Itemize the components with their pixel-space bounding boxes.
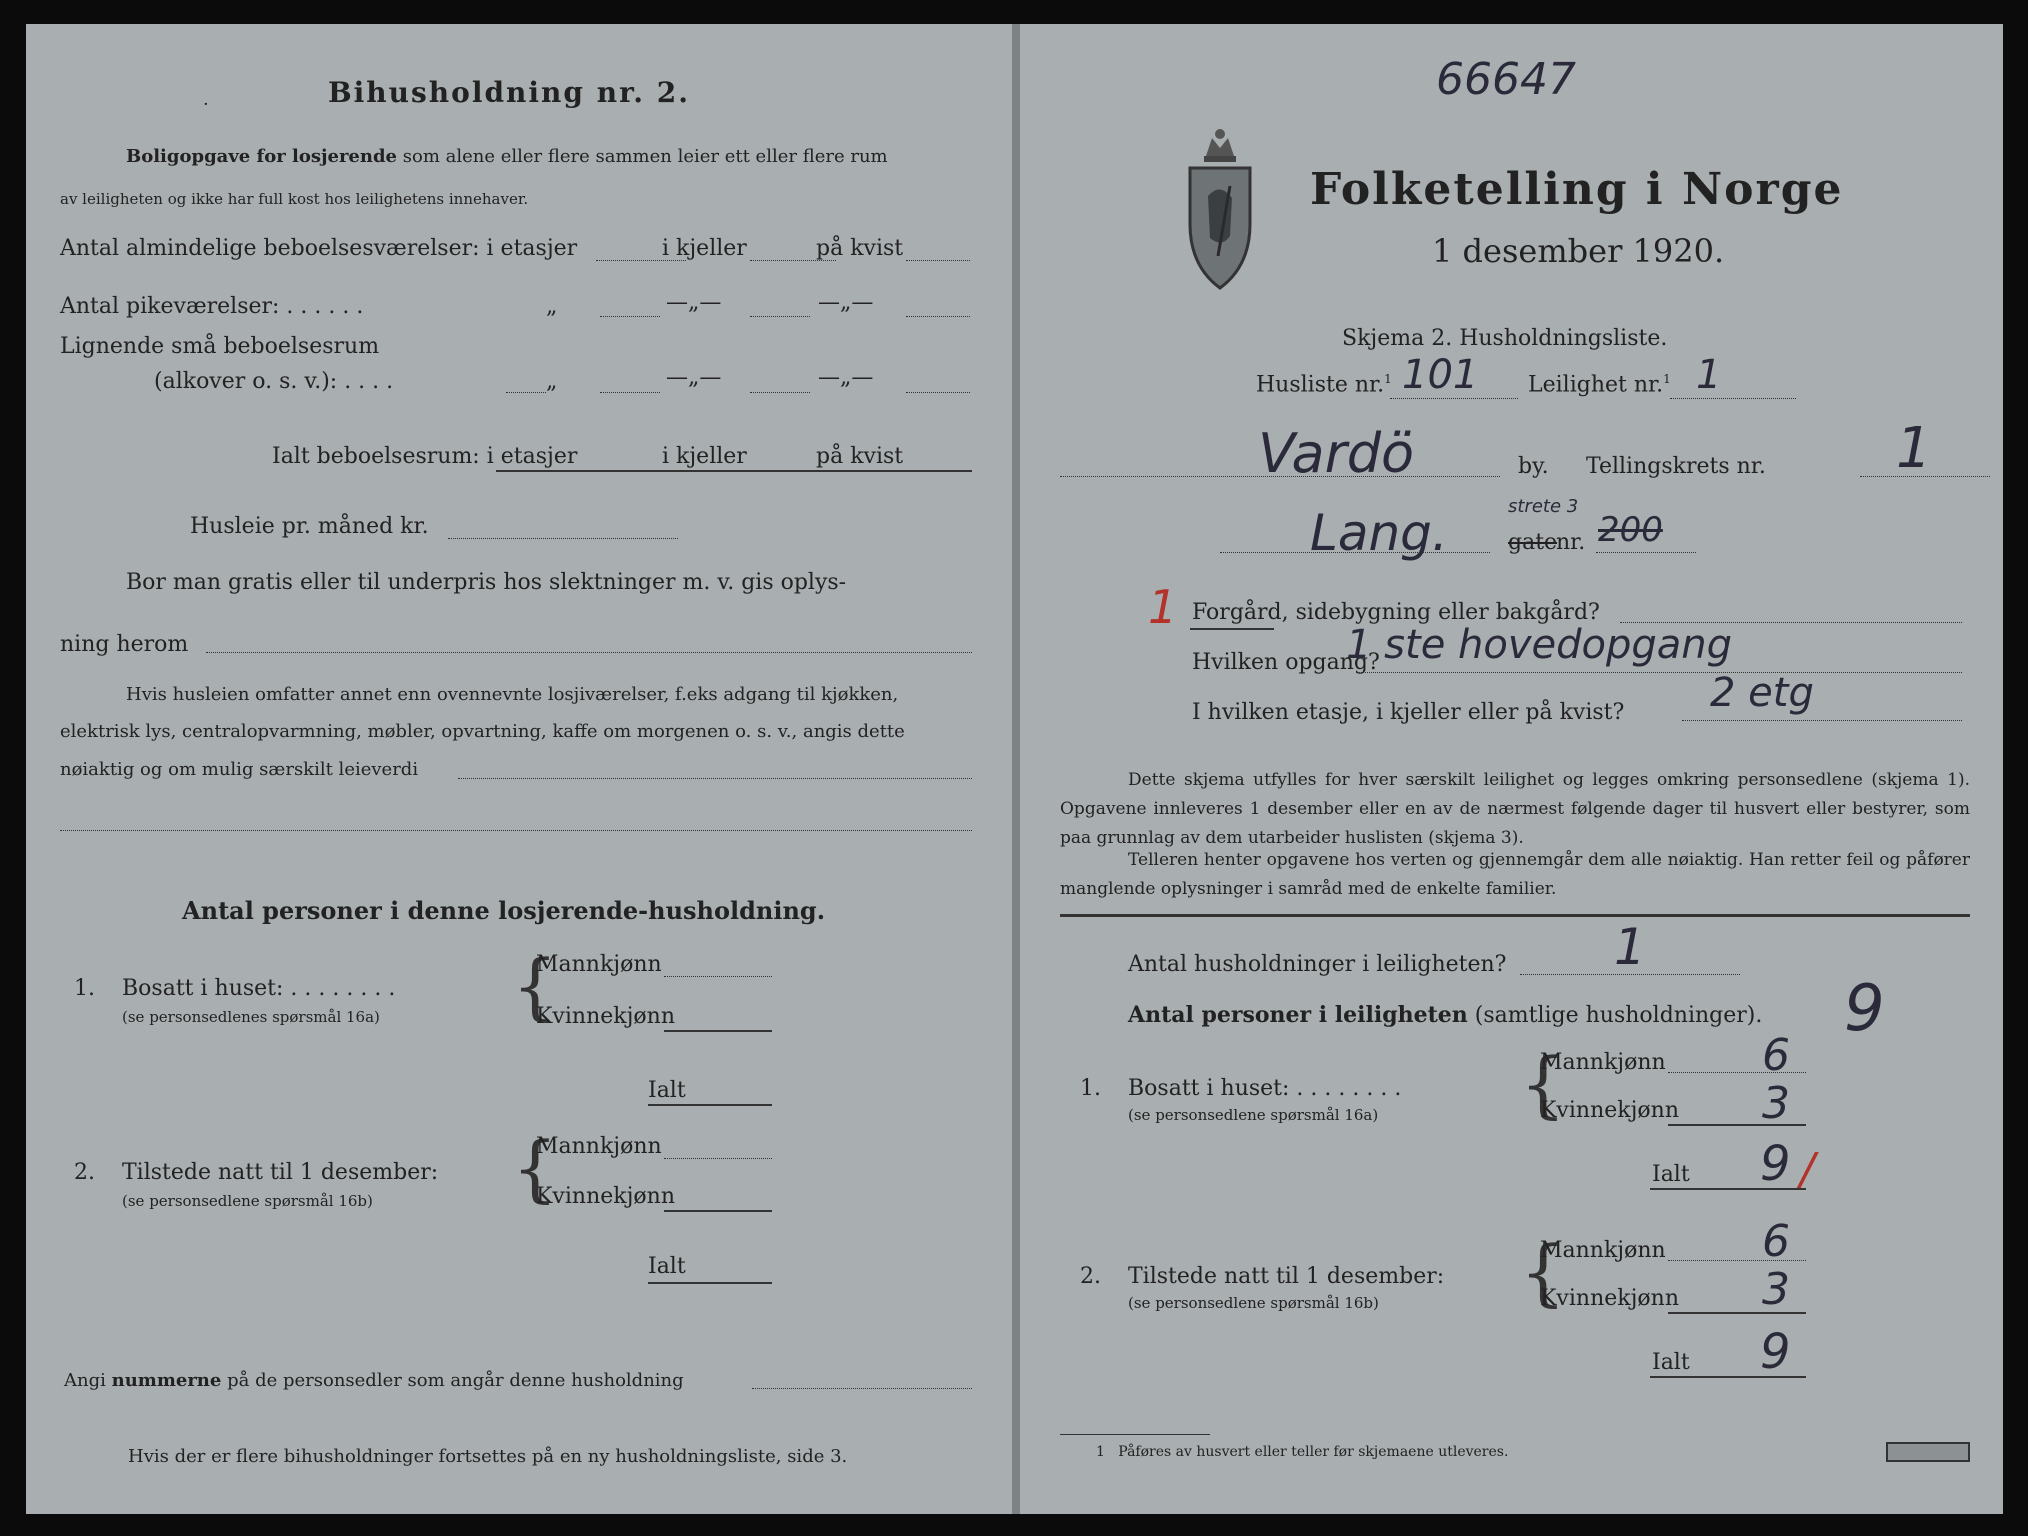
- right-item2-sub: (se personsedlene spørsmål 16b): [1128, 1294, 1379, 1312]
- gate-field[interactable]: [1220, 552, 1490, 553]
- left-b-mann-label: Mannkjønn: [536, 952, 662, 977]
- dash-mark-2: —„—: [818, 290, 874, 315]
- forgard-underline: [1190, 628, 1274, 630]
- footnote-text: Påføres av husvert eller teller før skjemaene utleveres.: [1118, 1444, 1509, 1460]
- husliste-label: Husliste nr.$^1$: [1256, 372, 1392, 398]
- coat-of-arms-icon: [1180, 116, 1260, 296]
- left-item2-num: 2.: [74, 1160, 95, 1185]
- persons-line: [1128, 1002, 1762, 1028]
- ialt-kjeller-label: i kjeller: [662, 444, 747, 469]
- left-t-ialt-field[interactable]: [648, 1282, 772, 1284]
- husliste-field[interactable]: [1390, 398, 1518, 399]
- bosatt-ialt-field[interactable]: [1650, 1188, 1806, 1190]
- left-b-ialt-label: Ialt: [648, 1078, 686, 1103]
- lign-pre-field[interactable]: [506, 392, 546, 393]
- right-item1-num: 1.: [1080, 1076, 1101, 1101]
- right-item2-num: 2.: [1080, 1264, 1101, 1289]
- lign-kjeller-field[interactable]: [750, 392, 810, 393]
- left-t-mann-field[interactable]: [664, 1158, 772, 1159]
- bor-field[interactable]: [206, 652, 972, 653]
- bosatt-ialt-value: 9: [1760, 1136, 1791, 1192]
- schema-label: Skjema 2. Husholdningsliste.: [1342, 326, 1668, 351]
- hvis-line-1: Hvis husleien omfatter annet enn ovennevnte losjiværelser, f.eks adgang til kjøkken,: [126, 684, 899, 705]
- right-t-ialt-label: Ialt: [1652, 1350, 1690, 1375]
- right-date: 1 desember 1920.: [1432, 232, 1725, 270]
- left-brace-1: {: [512, 944, 558, 1028]
- archive-number: 66647: [1436, 54, 1576, 105]
- dash-mark-4: —„—: [818, 365, 874, 390]
- krets-value: 1: [1896, 416, 1932, 481]
- ditto-mark: „: [546, 294, 558, 319]
- pike-kvist-field[interactable]: [906, 316, 970, 317]
- opgang-label: Hvilken opgang?: [1192, 650, 1380, 675]
- husleie-label: Husleie pr. måned kr.: [190, 514, 429, 539]
- left-footer: Hvis der er flere bihusholdninger fortsettes på en ny husholdningsliste, side 3.: [128, 1446, 848, 1467]
- right-item2-label: Tilstede natt til 1 desember:: [1128, 1264, 1445, 1289]
- left-t-kvinne-field[interactable]: [664, 1210, 772, 1212]
- printer-stamp: [1886, 1442, 1970, 1462]
- gate-nr-label: nr.: [1556, 530, 1586, 555]
- left-item1-label: Bosatt i huset: . . . . . . . .: [122, 976, 396, 1001]
- pike-kjeller-field[interactable]: [750, 316, 810, 317]
- etasje-label: I hvilken etasje, i kjeller eller på kvist?: [1192, 700, 1625, 725]
- gate-nr-field[interactable]: [1596, 552, 1696, 553]
- bosatt-kvinne-field[interactable]: [1668, 1124, 1806, 1126]
- tilstede-mann-value: 6: [1762, 1216, 1790, 1267]
- husleie-field[interactable]: [448, 538, 678, 539]
- left-t-kvinne-label: Kvinnekjønn: [536, 1184, 675, 1209]
- angi-bold: nummerne: [111, 1370, 222, 1391]
- left-title: Bihusholdning nr. 2.: [328, 76, 690, 109]
- ialt-rule: [496, 470, 972, 472]
- forgard-label: Forgård, sidebygning eller bakgård?: [1192, 600, 1600, 625]
- leilighet-label: Leilighet nr.$^1$: [1528, 372, 1671, 398]
- left-b-ialt-field[interactable]: [648, 1104, 772, 1106]
- tilstede-ialt-value: 9: [1760, 1324, 1791, 1380]
- husliste-value: 101: [1402, 352, 1479, 398]
- gate-label: gate: [1508, 530, 1558, 555]
- lign-kvist-field[interactable]: [906, 392, 970, 393]
- angi-rest: på de personsedler som angår denne husholdning: [227, 1370, 684, 1391]
- ialt-kvist-label: på kvist: [816, 444, 904, 469]
- left-item1-num: 1.: [74, 976, 95, 1001]
- tilstede-kvinne-value: 3: [1762, 1264, 1790, 1315]
- angi-field[interactable]: [752, 1388, 972, 1389]
- footnote-rule: [1060, 1434, 1210, 1435]
- footnote-line: [1096, 1444, 1508, 1460]
- pike-etasjer-field[interactable]: [600, 316, 660, 317]
- by-label: by.: [1518, 454, 1549, 479]
- gate-value: Lang.: [1310, 504, 1448, 562]
- left-brace-2: {: [512, 1126, 558, 1210]
- left-margin-dot: ·: [203, 94, 209, 115]
- gate-note: strete 3: [1508, 496, 1579, 517]
- leilighet-value: 1: [1696, 352, 1722, 398]
- right-item1-sub: (se personsedlene spørsmål 16a): [1128, 1106, 1379, 1124]
- dash-mark-3: —„—: [666, 365, 722, 390]
- tilstede-ialt-field[interactable]: [1650, 1376, 1806, 1378]
- angi-pre: Angi: [64, 1370, 106, 1391]
- bosatt-mann-value: 6: [1762, 1030, 1790, 1081]
- right-t-mann-label: Mannkjønn: [1540, 1238, 1666, 1263]
- right-title: Folketelling i Norge: [1310, 164, 1844, 215]
- etasje-value: 2 etg: [1710, 670, 1814, 716]
- right-t-kvinne-label: Kvinnekjønn: [1540, 1286, 1679, 1311]
- kvist-field[interactable]: [906, 260, 970, 261]
- right-page: [1020, 24, 2003, 1514]
- info-rule: [1060, 914, 1970, 917]
- intro-bold: Boligopgave for losjerende: [126, 146, 398, 167]
- krets-label: Tellingskrets nr.: [1586, 454, 1766, 479]
- opgang-field[interactable]: [1356, 672, 1962, 673]
- angi-line: [64, 1370, 684, 1391]
- persons-total: 9: [1844, 972, 1885, 1046]
- kjeller-label: i kjeller: [662, 236, 747, 261]
- footnote-num: 1: [1096, 1444, 1105, 1460]
- ditto-mark-3: „: [546, 369, 558, 394]
- bosatt-ialt-check: /: [1800, 1144, 1815, 1195]
- by-value: Vardö: [1258, 422, 1415, 485]
- left-item1-sub: (se personsedlenes spørsmål 16a): [122, 1008, 380, 1026]
- dash-mark: —„—: [666, 290, 722, 315]
- persons-bold: Antal personer i leiligheten: [1128, 1002, 1468, 1028]
- pike-label: Antal pikeværelser: . . . . . .: [60, 294, 364, 319]
- left-t-ialt-label: Ialt: [648, 1254, 686, 1279]
- hush-label: Antal husholdninger i leiligheten?: [1128, 952, 1507, 977]
- tilstede-kvinne-field[interactable]: [1668, 1312, 1806, 1314]
- forgard-mark: 1: [1148, 580, 1178, 634]
- persons-rest: (samtlige husholdninger).: [1474, 1003, 1763, 1028]
- etasje-field[interactable]: [1682, 720, 1962, 721]
- leieverdi-field[interactable]: [458, 778, 972, 779]
- intro-line-2: av leiligheten og ikke har full kost hos leilighetens innehaver.: [60, 190, 529, 208]
- lign-etasjer-field[interactable]: [600, 392, 660, 393]
- info-paragraph-2: Telleren henter opgavene hos verten og gjennemgår dem alle nøiaktig. Han retter feil og påfører manglende oplysninger i samråd med de enkelte familier.: [1060, 850, 1970, 899]
- left-b-mann-field[interactable]: [664, 976, 772, 977]
- intro-rest-1: som alene eller flere sammen leier ett eller flere rum: [402, 146, 888, 167]
- hvis-line-2: elektrisk lys, centralopvarmning, møbler, opvartning, kaffe om morgenen o. s. v., angis dette: [60, 721, 905, 742]
- intro-line-1: [126, 146, 888, 167]
- left-t-mann-label: Mannkjønn: [536, 1134, 662, 1159]
- opgang-value: 1 ste hovedopgang: [1346, 622, 1733, 668]
- right-b-kvinne-label: Kvinnekjønn: [1540, 1098, 1679, 1123]
- gate-nr-value: 200: [1598, 510, 1663, 550]
- antal-label: Antal almindelige beboelsesværelser: i etasjer: [60, 236, 578, 261]
- left-page: [26, 24, 1012, 1514]
- bor-line-2: ning herom: [60, 632, 189, 657]
- info-paragraph-1: Dette skjema utfylles for hver særskilt leilighet og legges omkring personsedlene (skjema 1). Opgavene innleveres 1 desember eller en av de nærmest følgende dager til husvert eller bestyrer, som paa grunnlag av dem utarbeider huslisten (skjema 3).: [1060, 770, 1970, 848]
- page-fold: [1012, 24, 1020, 1514]
- right-item1-label: Bosatt i huset: . . . . . . . .: [1128, 1076, 1402, 1101]
- left-b-kvinne-label: Kvinnekjønn: [536, 1004, 675, 1029]
- tilstede-mann-field[interactable]: [1668, 1260, 1806, 1261]
- lignende-label-2: (alkover o. s. v.): . . . .: [154, 369, 394, 394]
- bosatt-mann-field[interactable]: [1668, 1072, 1806, 1073]
- kvist-label: på kvist: [816, 236, 904, 261]
- by-field[interactable]: [1060, 476, 1500, 477]
- ialt-beboelse-label: Ialt beboelsesrum: i etasjer: [272, 444, 578, 469]
- krets-field[interactable]: [1860, 476, 1990, 477]
- left-b-kvinne-field[interactable]: [664, 1030, 772, 1032]
- right-b-mann-label: Mannkjønn: [1540, 1050, 1666, 1075]
- left-item2-label: Tilstede natt til 1 desember:: [122, 1160, 439, 1185]
- left-persons-title: Antal personer i denne losjerende-husholdning.: [182, 896, 826, 925]
- right-b-ialt-label: Ialt: [1652, 1162, 1690, 1187]
- hvis-line-3: nøiaktig og om mulig særskilt leieverdi: [60, 759, 419, 780]
- lignende-label-1: Lignende små beboelsesrum: [60, 334, 380, 359]
- leilighet-field[interactable]: [1670, 398, 1796, 399]
- hush-value: 1: [1614, 918, 1646, 976]
- bosatt-kvinne-value: 3: [1762, 1078, 1790, 1129]
- extra-field[interactable]: [60, 830, 972, 831]
- hush-field[interactable]: [1520, 974, 1740, 975]
- right-brace-1: {: [1520, 1042, 1566, 1126]
- right-brace-2: {: [1520, 1230, 1566, 1314]
- left-item2-sub: (se personsedlene spørsmål 16b): [122, 1192, 373, 1210]
- bor-line-1: Bor man gratis eller til underpris hos slektninger m. v. gis oplys-: [126, 570, 847, 595]
